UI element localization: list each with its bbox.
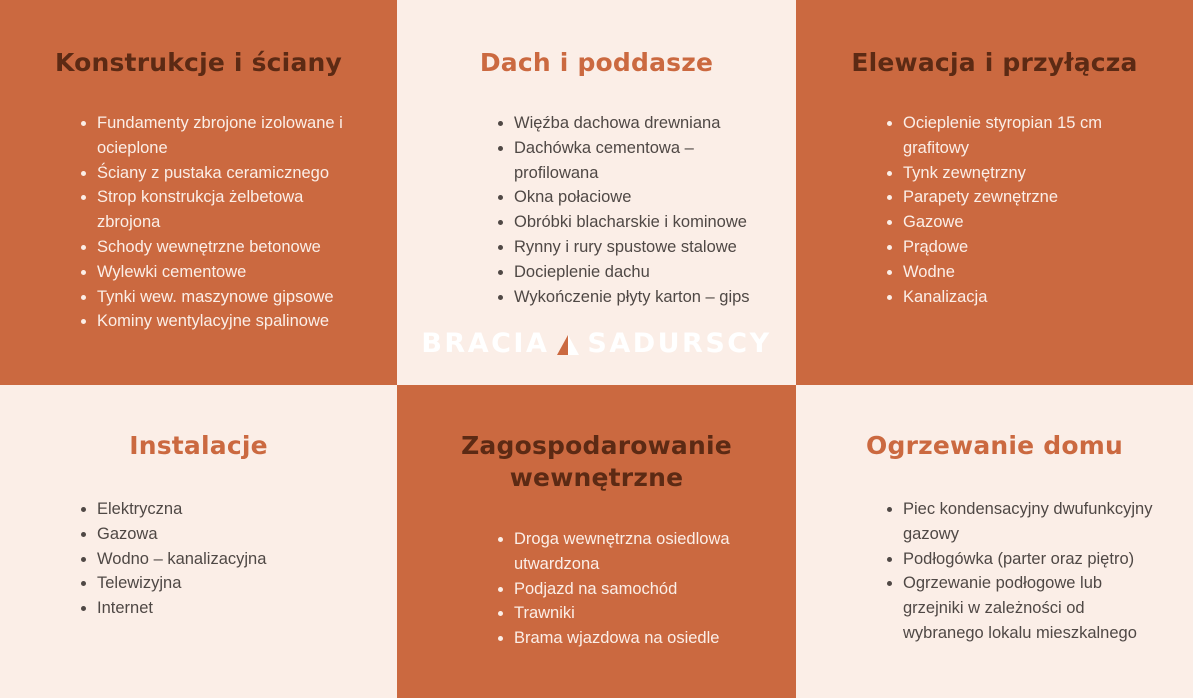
panel-list xyxy=(34,111,363,334)
panel-list xyxy=(34,497,363,621)
list-item: Wodno – kanalizacyjna xyxy=(79,547,363,572)
panel-title: Ogrzewanie domu xyxy=(866,431,1123,460)
brand-name-left: BRACIA xyxy=(421,328,550,359)
panel-dach-i-poddasze xyxy=(397,0,796,385)
list-item: Schody wewnętrzne betonowe xyxy=(79,235,363,260)
list-item: Wodne xyxy=(885,260,1159,285)
panel-list xyxy=(431,111,762,309)
panel-title: Zagospodarowanie wewnętrzne xyxy=(461,431,732,492)
panel-zagospodarowanie-wewnetrzne xyxy=(397,385,796,698)
list-item: Dachówka cementowa – profilowana xyxy=(496,136,762,186)
panel-instalacje xyxy=(0,385,397,698)
panel-list xyxy=(431,527,762,651)
list-item: Ściany z pustaka ceramicznego xyxy=(79,161,363,186)
list-item: Trawniki xyxy=(496,601,762,626)
list-item: Docieplenie dachu xyxy=(496,260,762,285)
list-item: Gazowa xyxy=(79,522,363,547)
list-item: Okna połaciowe xyxy=(496,185,762,210)
list-item: Wykończenie płyty karton – gips xyxy=(496,285,762,310)
list-item: Brama wjazdowa na osiedle xyxy=(496,626,762,651)
list-item: Podjazd na samochód xyxy=(496,577,762,602)
list-item: Gazowe xyxy=(885,210,1159,235)
list-item: Ocieplenie styropian 15 cm grafitowy xyxy=(885,111,1159,161)
list-item: Podłogówka (parter oraz piętro) xyxy=(885,547,1159,572)
panel-list xyxy=(830,497,1159,646)
list-item: Fundamenty zbrojone izolowane i ocieplone xyxy=(79,111,363,161)
list-item: Droga wewnętrzna osiedlowa utwardzona xyxy=(496,527,762,577)
list-item: Piec kondensacyjny dwufunkcyjny gazowy xyxy=(885,497,1159,547)
list-item: Strop konstrukcja żelbetowa zbrojona xyxy=(79,185,363,235)
panel-title: Dach i poddasze xyxy=(479,48,714,77)
list-item: Telewizyjna xyxy=(79,571,363,596)
roof-mark-icon xyxy=(555,331,581,357)
panel-title: Konstrukcje i ściany xyxy=(54,48,343,77)
brand-logo xyxy=(397,328,796,359)
list-item: Tynki wew. maszynowe gipsowe xyxy=(79,285,363,310)
panel-list xyxy=(830,111,1159,309)
list-item: Kominy wentylacyjne spalinowe xyxy=(79,309,363,334)
panel-ogrzewanie-domu xyxy=(796,385,1193,698)
panel-title: Elewacja i przyłącza xyxy=(851,48,1138,77)
list-item: Elektryczna xyxy=(79,497,363,522)
list-item: Internet xyxy=(79,596,363,621)
list-item: Parapety zewnętrzne xyxy=(885,185,1159,210)
brand-name-right: SADURSCY xyxy=(587,328,772,359)
list-item: Więźba dachowa drewniana xyxy=(496,111,762,136)
panel-elewacja-i-przylacza xyxy=(796,0,1193,385)
list-item: Kanalizacja xyxy=(885,285,1159,310)
list-item: Rynny i rury spustowe stalowe xyxy=(496,235,762,260)
list-item: Ogrzewanie podłogowe lub grzejniki w zależności od wybranego lokalu mieszkalnego xyxy=(885,571,1159,645)
panel-title: Instalacje xyxy=(129,431,268,460)
list-item: Tynk zewnętrzny xyxy=(885,161,1159,186)
list-item: Obróbki blacharskie i kominowe xyxy=(496,210,762,235)
list-item: Wylewki cementowe xyxy=(79,260,363,285)
panel-konstrukcje-i-sciany xyxy=(0,0,397,385)
list-item: Prądowe xyxy=(885,235,1159,260)
